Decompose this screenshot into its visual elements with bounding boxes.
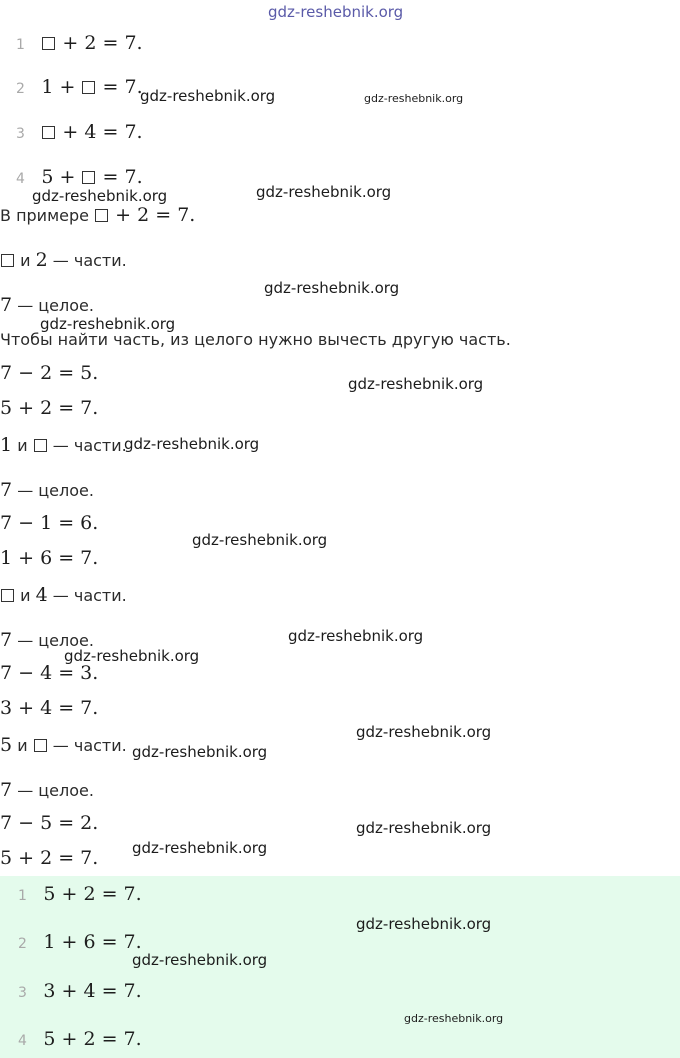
task-number: 3 <box>16 126 25 142</box>
empty-box-icon <box>1 589 14 602</box>
task-row-1 <box>16 32 143 54</box>
watermark: gdz-reshebnik.org <box>140 87 276 105</box>
empty-box-icon <box>34 439 47 452</box>
task-equation: + 4 = 7. <box>41 121 142 143</box>
watermark: gdz-reshebnik.org <box>40 315 176 333</box>
parts-line: и 2 — части. <box>0 249 127 271</box>
watermark: gdz-reshebnik.org <box>192 531 328 549</box>
empty-box-icon <box>95 209 108 222</box>
watermark: gdz-reshebnik.org <box>356 723 492 741</box>
watermark: gdz-reshebnik.org <box>288 627 424 645</box>
answer-row-3: 3 3 + 4 = 7. <box>18 980 142 1002</box>
watermark: gdz-reshebnik.org <box>64 647 200 665</box>
task-row-4 <box>16 166 143 188</box>
task-row-3 <box>16 121 143 143</box>
watermark: gdz-reshebnik.org <box>356 915 492 933</box>
answer-row-2: 2 1 + 6 = 7. <box>18 931 142 953</box>
task-equation: + 2 = 7. <box>41 32 142 54</box>
empty-box-icon <box>1 254 14 267</box>
watermark: gdz-reshebnik.org <box>124 435 260 453</box>
equation-line: 7 − 5 = 2. <box>0 812 99 834</box>
empty-box-icon <box>82 81 95 94</box>
whole-line: 7 — целое. <box>0 779 94 801</box>
answer-row-1: 1 5 + 2 = 7. <box>18 883 142 905</box>
task-equation: 1 + = 7. <box>41 76 143 98</box>
watermark: gdz-reshebnik.org <box>132 839 268 857</box>
equation-line: 5 + 2 = 7. <box>0 847 99 869</box>
task-equation: 5 + = 7. <box>41 166 143 188</box>
empty-box-icon <box>42 37 55 50</box>
whole-line: 7 — целое. <box>0 479 94 501</box>
equation-line: 7 − 1 = 6. <box>0 512 99 534</box>
equation-line: 5 + 2 = 7. <box>0 397 99 419</box>
task-row-2 <box>16 76 143 98</box>
watermark: gdz-reshebnik.org <box>256 183 392 201</box>
whole-line: 7 — целое. <box>0 294 94 316</box>
empty-box-icon <box>34 739 47 752</box>
solution-intro: В примере + 2 = 7. <box>0 204 196 226</box>
equation-line: 7 − 2 = 5. <box>0 362 99 384</box>
equation-line: 3 + 4 = 7. <box>0 697 99 719</box>
watermark: gdz-reshebnik.org <box>348 375 484 393</box>
watermark: gdz-reshebnik.org <box>32 187 168 205</box>
task-number: 1 <box>16 37 25 53</box>
task-number: 2 <box>16 81 25 97</box>
rule-text: Чтобы найти часть, из целого нужно вычесть другую часть. <box>0 330 511 349</box>
parts-line: 1 и — части. <box>0 434 127 456</box>
empty-box-icon <box>82 171 95 184</box>
watermark: gdz-reshebnik.org <box>132 951 268 969</box>
watermark: gdz-reshebnik.org <box>364 92 464 105</box>
parts-line: 5 и — части. <box>0 734 127 756</box>
watermark: gdz-reshebnik.org <box>264 279 400 297</box>
answer-row-4: 4 5 + 2 = 7. <box>18 1028 142 1050</box>
empty-box-icon <box>42 126 55 139</box>
task-number: 4 <box>16 171 25 187</box>
equation-line: 7 − 4 = 3. <box>0 662 99 684</box>
watermark-top: gdz-reshebnik.org <box>268 3 404 21</box>
watermark: gdz-reshebnik.org <box>356 819 492 837</box>
watermark: gdz-reshebnik.org <box>404 1012 504 1025</box>
equation-line: 1 + 6 = 7. <box>0 547 99 569</box>
watermark: gdz-reshebnik.org <box>132 743 268 761</box>
whole-line: 7 — целое. <box>0 629 94 651</box>
parts-line: и 4 — части. <box>0 584 127 606</box>
